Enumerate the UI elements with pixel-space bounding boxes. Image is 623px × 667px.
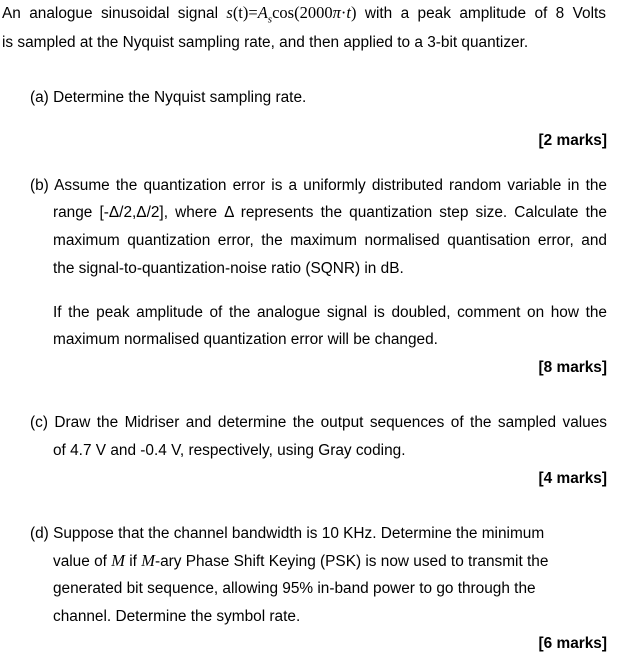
intro-line-2: is sampled at the Nyquist sampling rate, and then applied to a 3-bit quantizer. xyxy=(2,34,529,51)
part-d-line-1: (d) Suppose that the channel bandwidth is 10 KHz. Determine the minimum xyxy=(30,525,545,542)
part-b-line-2: range [-Δ/2,Δ/2], where Δ represents the quantization step size. Calculate the xyxy=(53,204,607,221)
part-d-line-2: value of M if M-ary Phase Shift Keying (PSK) is now used to transmit the xyxy=(53,551,549,570)
part-b-line-4: the signal-to-quantization-noise ratio (SQNR) in dB. xyxy=(53,260,404,277)
delta-symbol: Δ xyxy=(224,204,234,221)
part-d-line-4: channel. Determine the symbol rate. xyxy=(53,608,301,625)
variable-M: M xyxy=(141,551,155,570)
part-c-line-1: (c) Draw the Midriser and determine the output sequences of the sampled values xyxy=(30,414,607,431)
part-a-text: (a) Determine the Nyquist sampling rate. xyxy=(30,89,307,106)
intro-text-pre: An analogue sinusoidal signal xyxy=(2,5,227,22)
intro-text-post: with a peak amplitude of 8 Volts xyxy=(356,5,606,22)
part-d-line-3: generated bit sequence, allowing 95% in-band power to go through the xyxy=(53,580,536,597)
part-b-line-1: (b) Assume the quantization error is a uniformly distributed random variable in the xyxy=(30,177,607,194)
part-b-line-6: maximum normalised quantization error will be changed. xyxy=(53,331,438,348)
signal-equation: $s(t)=A_s\cos(2000\pi\cdot t)$ xyxy=(226,3,357,26)
part-b-line-3: maximum quantization error, the maximum normalised quantisation error, and xyxy=(53,232,607,249)
part-c-line-2: of 4.7 V and -0.4 V, respectively, using Gray coding. xyxy=(53,442,406,459)
variable-M: M xyxy=(111,551,125,570)
part-d-marks: [6 marks] xyxy=(538,635,607,652)
part-c-marks: [4 marks] xyxy=(538,470,607,487)
part-a-marks: [2 marks] xyxy=(538,132,607,149)
part-b-marks: [8 marks] xyxy=(538,359,607,376)
part-b-line-5: If the peak amplitude of the analogue signal is doubled, comment on how the xyxy=(53,304,607,321)
intro-line-1 xyxy=(2,3,606,29)
